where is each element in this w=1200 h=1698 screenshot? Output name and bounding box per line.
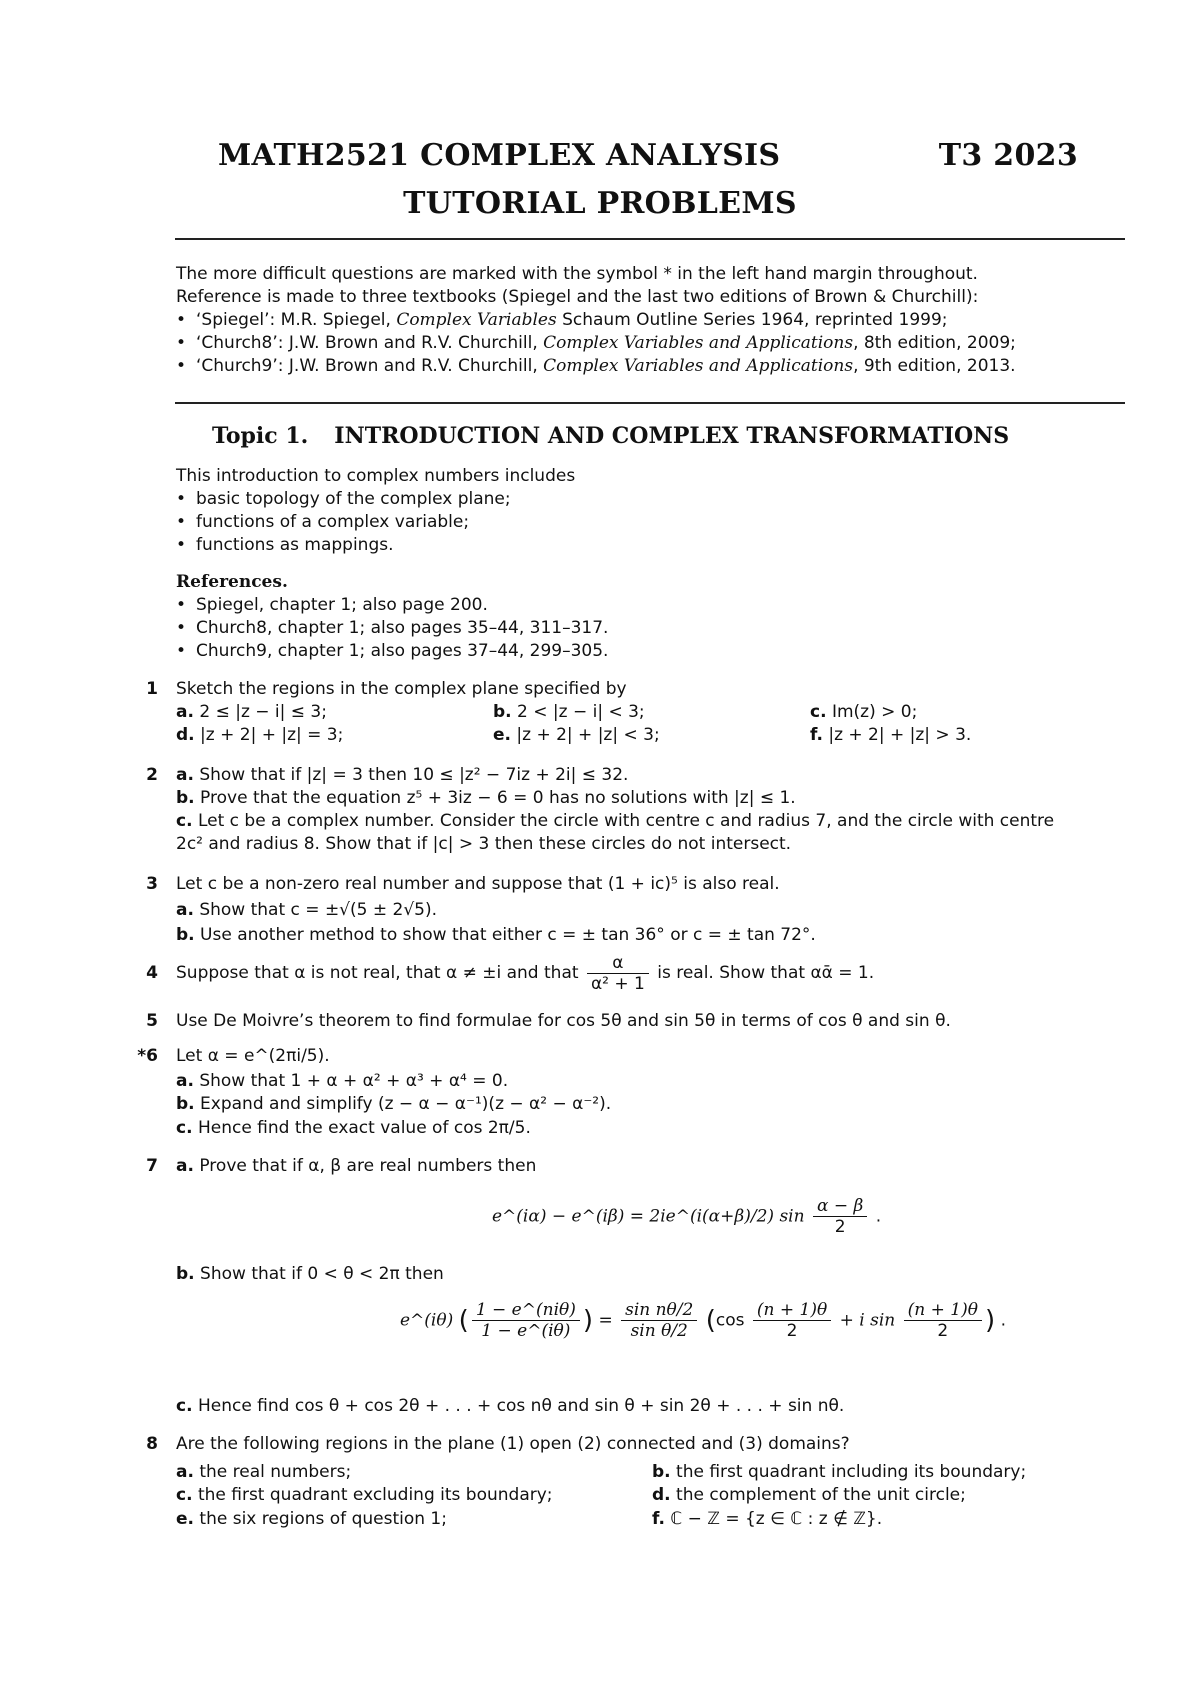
q8-part: a. the real numbers;: [176, 1462, 352, 1482]
book-item: • ‘Church8’: J.W. Brown and R.V. Churchill, Complex Variables and Applications, 8th edition, 2009;: [176, 333, 1016, 353]
question-number: 1: [146, 679, 158, 699]
q8-part: d. the complement of the unit circle;: [652, 1485, 966, 1505]
q1-part: e. |z + 2| + |z| < 3;: [493, 725, 660, 745]
topic-heading: Topic 1. INTRODUCTION AND COMPLEX TRANSFORMATIONS: [212, 423, 1010, 449]
q7-part-b: b. Show that if 0 < θ < 2π then: [176, 1264, 444, 1284]
term-label: T3 2023: [938, 138, 1078, 173]
q8-part: b. the first quadrant including its boundary;: [652, 1462, 1027, 1482]
q1-part: b. 2 < |z − i| < 3;: [493, 702, 645, 722]
question-1-text: Sketch the regions in the complex plane specified by: [176, 679, 627, 699]
question-number: 8: [146, 1434, 158, 1454]
q6-part-b: b. Expand and simplify (z − α − α⁻¹)(z − α² − α⁻²).: [176, 1094, 612, 1114]
q8-part: c. the first quadrant excluding its boundary;: [176, 1485, 553, 1505]
question-number: 7: [146, 1156, 158, 1176]
q7-part-a: a. Prove that if α, β are real numbers then: [176, 1156, 537, 1176]
reference-item: • Church8, chapter 1; also pages 35–44, 311–317.: [176, 618, 609, 638]
topic-bullet: • functions as mappings.: [176, 535, 394, 555]
q8-part: e. the six regions of question 1;: [176, 1509, 447, 1529]
q2-part-c-cont: 2c² and radius 8. Show that if |c| > 3 then these circles do not intersect.: [176, 834, 792, 854]
q2-part-b: b. Prove that the equation z⁵ + 3iz − 6 = 0 has no solutions with |z| ≤ 1.: [176, 788, 796, 808]
q1-part: f. |z + 2| + |z| > 3.: [810, 725, 972, 745]
question-number: 2: [146, 765, 158, 785]
question-number: 5: [146, 1011, 158, 1031]
references-heading: References.: [176, 572, 288, 592]
q2-part-c: c. Let c be a complex number. Consider the circle with centre c and radius 7, and the circle with centre: [176, 811, 1055, 831]
q1-part: a. 2 ≤ |z − i| ≤ 3;: [176, 702, 327, 722]
topic-bullet: • basic topology of the complex plane;: [176, 489, 511, 509]
divider: [175, 402, 1125, 404]
question-8-text: Are the following regions in the plane (1) open (2) connected and (3) domains?: [176, 1434, 850, 1454]
q1-part: d. |z + 2| + |z| = 3;: [176, 725, 344, 745]
topic-lead: This introduction to complex numbers includes: [176, 466, 576, 486]
reference-item: • Church9, chapter 1; also pages 37–44, 299–305.: [176, 641, 609, 661]
question-5-text: Use De Moivre’s theorem to find formulae for cos 5θ and sin 5θ in terms of cos θ and sin θ.: [176, 1011, 951, 1031]
q4-fraction: $\frac{\alpha}{\text{α² + 1}}$: [587, 953, 649, 994]
question-number: *6: [137, 1046, 158, 1066]
question-number: 3: [146, 874, 158, 894]
course-title: MATH2521 COMPLEX ANALYSIS: [218, 138, 781, 173]
q3-part-b: b. Use another method to show that either c = ± tan 36° or c = ± tan 72°.: [176, 925, 816, 945]
intro-line-1: The more difficult questions are marked with the symbol * in the left hand margin throughout.: [176, 264, 978, 284]
q8-part: f. ℂ − ℤ = {z ∈ ℂ : z ∉ ℤ}.: [652, 1509, 883, 1529]
q3-part-a: a. Show that c = ±√(5 ± 2√5).: [176, 900, 438, 920]
page-subtitle: TUTORIAL PROBLEMS: [403, 186, 797, 221]
q6-part-a: a. Show that 1 + α + α² + α³ + α⁴ = 0.: [176, 1071, 509, 1091]
question-4-text: Suppose that α is not real, that α ≠ ±i and that $\frac{\alpha}{\text{α² + 1}}$ is real. Show that αᾱ = 1.: [176, 952, 875, 994]
q7-equation-1: e^(iα) − e^(iβ) = 2ie^(i(α+β)/2) sin $\frac{\alpha - \beta}{2}$ .: [492, 1196, 882, 1237]
topic-bullet: • functions of a complex variable;: [176, 512, 470, 532]
q6-part-c: c. Hence find the exact value of cos 2π/5.: [176, 1118, 531, 1138]
q7-eq1-fraction: $\frac{\alpha - \beta}{2}$: [813, 1196, 867, 1237]
q1-part: c. Im(z) > 0;: [810, 702, 918, 722]
question-3-text: Let c be a non-zero real number and suppose that (1 + ic)⁵ is also real.: [176, 874, 780, 894]
intro-line-2: Reference is made to three textbooks (Spiegel and the last two editions of Brown & Churchill):: [176, 287, 979, 307]
reference-item: • Spiegel, chapter 1; also page 200.: [176, 595, 488, 615]
question-6-text: Let α = e^(2πi/5).: [176, 1046, 330, 1066]
q7-part-c: c. Hence find cos θ + cos 2θ + . . . + cos nθ and sin θ + sin 2θ + . . . + sin nθ.: [176, 1396, 845, 1416]
q7-equation-2: e^(iθ) ( $\frac{\text{1 − e\textasciicircum{}(niθ)}}{1 - e\^{}(i\theta)}$ ) = $\frac{\text{sin nθ/2}}{\text{sin θ/2}}$ (cos $\frac{(n + 1)\theta}{2}$ + i sin $\frac{(n + 1)\theta}{2}$ ) .: [400, 1300, 1006, 1341]
divider: [175, 238, 1125, 240]
q2-part-a: a. Show that if |z| = 3 then 10 ≤ |z² − 7iz + 2i| ≤ 32.: [176, 765, 629, 785]
book-item: • ‘Spiegel’: M.R. Spiegel, Complex Variables Schaum Outline Series 1964, reprinted 1999;: [176, 310, 948, 330]
book-item: • ‘Church9’: J.W. Brown and R.V. Churchill, Complex Variables and Applications, 9th edition, 2013.: [176, 356, 1016, 376]
question-number: 4: [146, 963, 158, 983]
